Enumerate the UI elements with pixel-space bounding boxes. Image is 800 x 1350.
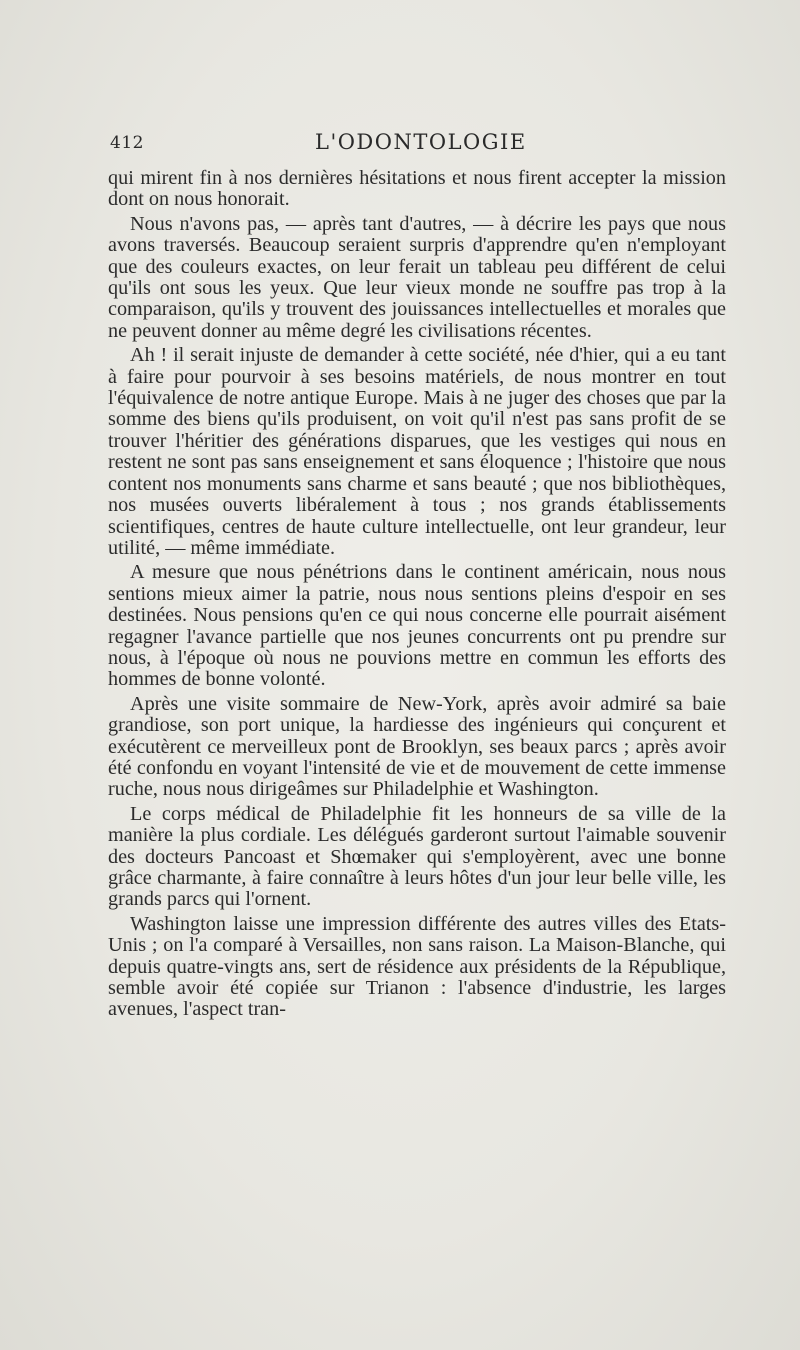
running-title: L'ODONTOLOGIE — [315, 130, 527, 154]
paragraph-4: A mesure que nous pénétrions dans le continent américain, nous nous sentions mieux aimer la patrie, nous nous sentions pleins d'espoir en ses destinées. Nous pensions qu'en ce qui nous concerne elle pourrait aisément regagner l'avance partielle que nos jeunes concurrents ont pu prendre sur nous, à l'époque où nous ne pouvions mettre en commun les efforts des hommes de bonne volonté. — [108, 561, 726, 691]
body-text — [108, 168, 726, 1024]
page-header — [110, 130, 726, 163]
paragraph-7: Washington laisse une impression différente des autres villes des Etats-Unis ; on l'a comparé à Versailles, non sans raison. La Maison-Blanche, qui depuis quatre-vingts ans, sert de résidence aux présidents de la République, semble avoir été copiée sur Trianon : l'absence d'industrie, les larges avenues, l'aspect tran- — [108, 912, 726, 1021]
paragraph-5: Après une visite sommaire de New-York, après avoir admiré sa baie grandiose, son port unique, la hardiesse des ingénieurs qui conçurent et exécutèrent ce merveilleux pont de Brooklyn, ses beaux parcs ; après avoir été confondu en voyant l'intensité de vie et de mouvement de cette immense ruche, nous nous dirigeâmes sur Philadelphie et Washington. — [108, 692, 726, 801]
paragraph-1: qui mirent fin à nos dernières hésitations et nous firent accepter la mission dont on nous honorait. — [108, 167, 726, 211]
paragraph-6: Le corps médical de Philadelphie fit les honneurs de sa ville de la manière la plus cordiale. Les délégués garderont surtout l'aimable souvenir des docteurs Pancoast et Shœmaker qui s'employèrent, avec une bonne grâce charmante, à faire connaître à leurs hôtes d'un jour leur belle ville, les grands parcs qui l'ornent. — [108, 802, 726, 911]
paragraph-2: Nous n'avons pas, — après tant d'autres, — à décrire les pays que nous avons traversés. Beaucoup seraient surpris d'apprendre qu'en n'employant que des couleurs exactes, on leur ferait un tableau peu différent de celui qu'ils ont sous les yeux. Que leur vieux monde ne souffre pas trop à la comparaison, qu'ils y trouvent des jouissances intellectuelles et morales que ne peuvent donner au même degré les civilisations récentes. — [108, 212, 726, 342]
page-number: 412 — [110, 133, 144, 153]
paragraph-3: Ah ! il serait injuste de demander à cette société, née d'hier, qui a eu tant à faire pour pourvoir à ses besoins matériels, de nous montrer en tout l'équivalence de notre antique Europe. Mais à ne juger des choses que par la somme des biens qu'ils produisent, on voit qu'il n'est pas sans profit de se trouver l'héritier des générations disparues, que les vestiges qui nous en restent ne sont pas sans enseignement et sans éloquence ; l'histoire que nous content nos monuments sans charme et sans beauté ; que nos bibliothèques, nos musées ouverts libéralement à tous ; nos grands établissements scientifiques, centres de haute culture intellectuelle, ont leur grandeur, leur utilité, — même immédiate. — [108, 344, 726, 559]
